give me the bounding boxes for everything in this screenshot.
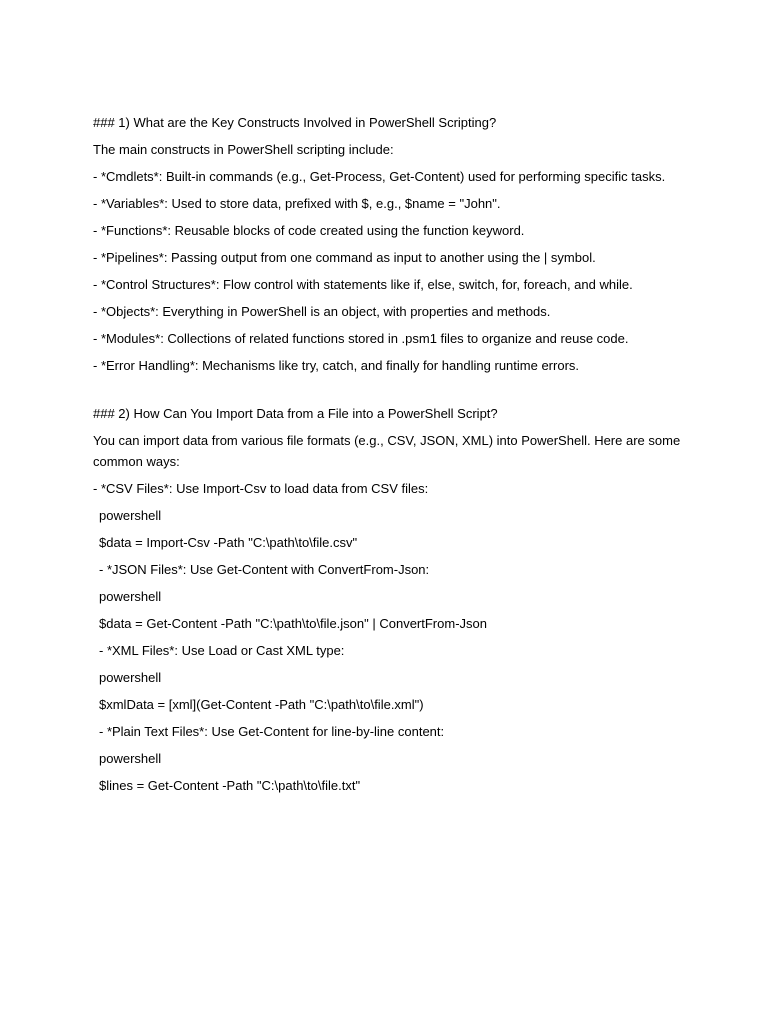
- list-item-cmdlets: - *Cmdlets*: Built-in commands (e.g., Get-Process, Get-Content) used for performing specific tasks.: [93, 169, 666, 184]
- section1-heading: ### 1) What are the Key Constructs Involved in PowerShell Scripting?: [93, 115, 497, 130]
- code-line-json: $data = Get-Content -Path "C:\path\to\file.json" | ConvertFrom-Json: [99, 616, 487, 631]
- list-item-variables: - *Variables*: Used to store data, prefixed with $, e.g., $name = "John".: [93, 196, 501, 211]
- code-line-csv: $data = Import-Csv -Path "C:\path\to\file.csv": [99, 535, 358, 550]
- plain-text-files-item: - *Plain Text Files*: Use Get-Content for line-by-line content:: [99, 724, 445, 739]
- section-spacer: [93, 382, 683, 403]
- list-item-error-handling: - *Error Handling*: Mechanisms like try, catch, and finally for handling runtime errors.: [93, 358, 580, 373]
- list-item-objects: - *Objects*: Everything in PowerShell is an object, with properties and methods.: [93, 304, 551, 319]
- section2-heading: ### 2) How Can You Import Data from a File into a PowerShell Script?: [93, 406, 498, 421]
- xml-files-item: - *XML Files*: Use Load or Cast XML type:: [99, 643, 345, 658]
- csv-files-item: - *CSV Files*: Use Import-Csv to load data from CSV files:: [93, 481, 429, 496]
- list-item-pipelines: - *Pipelines*: Passing output from one command as input to another using the | symbol.: [93, 250, 596, 265]
- code-language-label: powershell: [99, 589, 162, 604]
- code-language-label: powershell: [99, 508, 162, 523]
- section2-intro: You can import data from various file formats (e.g., CSV, JSON, XML) into PowerShell. Here are some common ways:: [93, 433, 684, 469]
- code-line-text: $lines = Get-Content -Path "C:\path\to\file.txt": [99, 778, 361, 793]
- list-item-control-structures: - *Control Structures*: Flow control with statements like if, else, switch, for, foreach, and while.: [93, 277, 633, 292]
- list-item-modules: - *Modules*: Collections of related functions stored in .psm1 files to organize and reuse code.: [93, 331, 629, 346]
- code-language-label: powershell: [99, 670, 162, 685]
- code-language-label: powershell: [99, 751, 162, 766]
- section1-intro: The main constructs in PowerShell scripting include:: [93, 142, 394, 157]
- document-content: [93, 112, 683, 802]
- json-files-item: - *JSON Files*: Use Get-Content with ConvertFrom-Json:: [99, 562, 430, 577]
- list-item-functions: - *Functions*: Reusable blocks of code created using the function keyword.: [93, 223, 525, 238]
- code-line-xml: $xmlData = [xml](Get-Content -Path "C:\path\to\file.xml"): [99, 697, 424, 712]
